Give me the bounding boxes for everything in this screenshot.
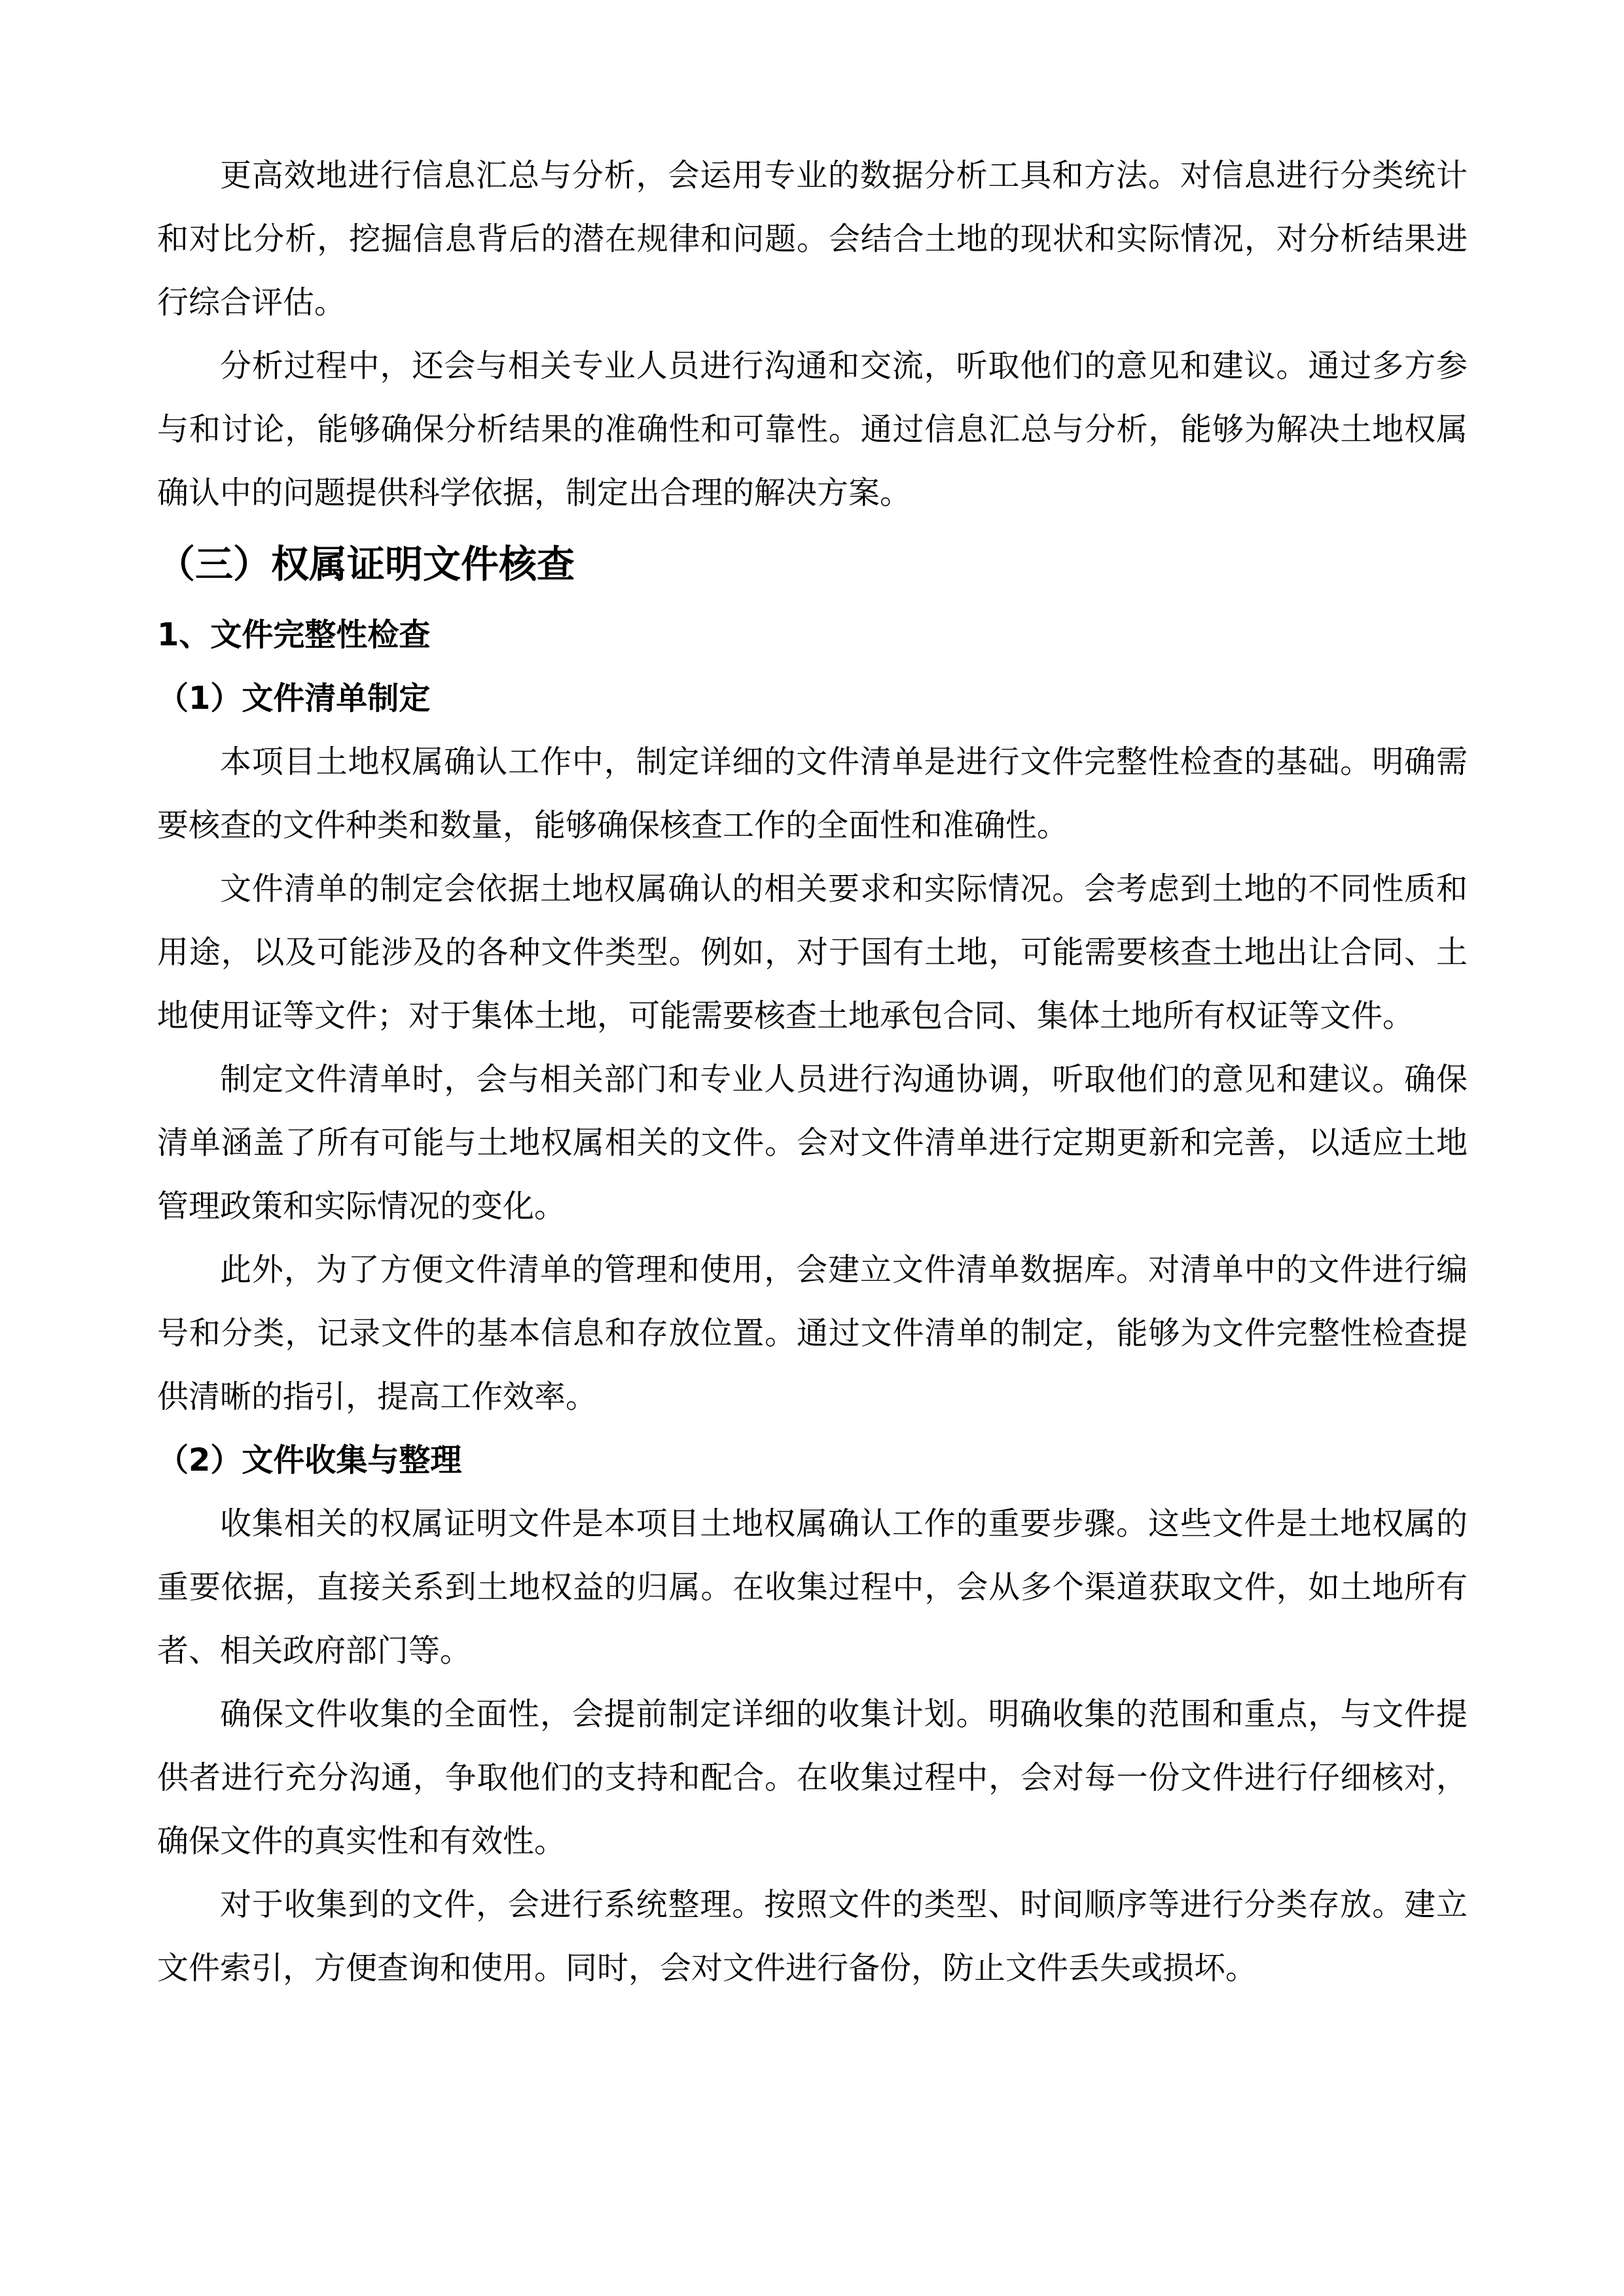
- paragraph-analysis-process: 分析过程中，还会与相关专业人员进行沟通和交流，听取他们的意见和建议。通过多方参与和讨论，能够确保分析结果的准确性和可靠性。通过信息汇总与分析，能够为解决土地权属确认中的问题提供科学依据，制定出合理的解决方案。: [157, 348, 1468, 511]
- paragraph-collection-plan: 确保文件收集的全面性，会提前制定详细的收集计划。明确收集的范围和重点，与文件提供者进行充分沟通，争取他们的支持和配合。在收集过程中，会对每一份文件进行仔细核对，确保文件的真实性和有效性。: [157, 1696, 1468, 1859]
- item-heading-file-list: （1）文件清单制定: [157, 680, 431, 717]
- subsection-heading-completeness-check: 1、文件完整性检查: [157, 617, 431, 653]
- paragraph-file-list-basis: 本项目土地权属确认工作中，制定详细的文件清单是进行文件完整性检查的基础。明确需要核查的文件种类和数量，能够确保核查工作的全面性和准确性。: [157, 744, 1468, 844]
- document-body: [157, 144, 1468, 2000]
- paragraph-collection-organization: 对于收集到的文件，会进行系统整理。按照文件的类型、时间顺序等进行分类存放。建立文件索引，方便查询和使用。同时，会对文件进行备份，防止文件丢失或损坏。: [157, 1886, 1468, 1986]
- paragraph-file-list-requirements: 文件清单的制定会依据土地权属确认的相关要求和实际情况。会考虑到土地的不同性质和用途，以及可能涉及的各种文件类型。例如，对于国有土地，可能需要核查土地出让合同、土地使用证等文件；对于集体土地，可能需要核查土地承包合同、集体土地所有权证等文件。: [157, 870, 1468, 1034]
- section-heading-ownership-document-check: （三）权属证明文件核查: [157, 542, 575, 586]
- paragraph-info-summary: 更高效地进行信息汇总与分析，会运用专业的数据分析工具和方法。对信息进行分类统计和对比分析，挖掘信息背后的潜在规律和问题。会结合土地的现状和实际情况，对分析结果进行综合评估。: [157, 157, 1468, 321]
- paragraph-file-list-database: 此外，为了方便文件清单的管理和使用，会建立文件清单数据库。对清单中的文件进行编号和分类，记录文件的基本信息和存放位置。通过文件清单的制定，能够为文件完整性检查提供清晰的指引，提高工作效率。: [157, 1251, 1468, 1415]
- paragraph-collection-importance: 收集相关的权属证明文件是本项目土地权属确认工作的重要步骤。这些文件是土地权属的重要依据，直接关系到土地权益的归属。在收集过程中，会从多个渠道获取文件，如土地所有者、相关政府部门等。: [157, 1505, 1468, 1669]
- paragraph-file-list-coordination: 制定文件清单时，会与相关部门和专业人员进行沟通协调，听取他们的意见和建议。确保清单涵盖了所有可能与土地权属相关的文件。会对文件清单进行定期更新和完善，以适应土地管理政策和实际情况的变化。: [157, 1061, 1468, 1225]
- item-heading-file-collection: （2）文件收集与整理: [157, 1442, 462, 1479]
